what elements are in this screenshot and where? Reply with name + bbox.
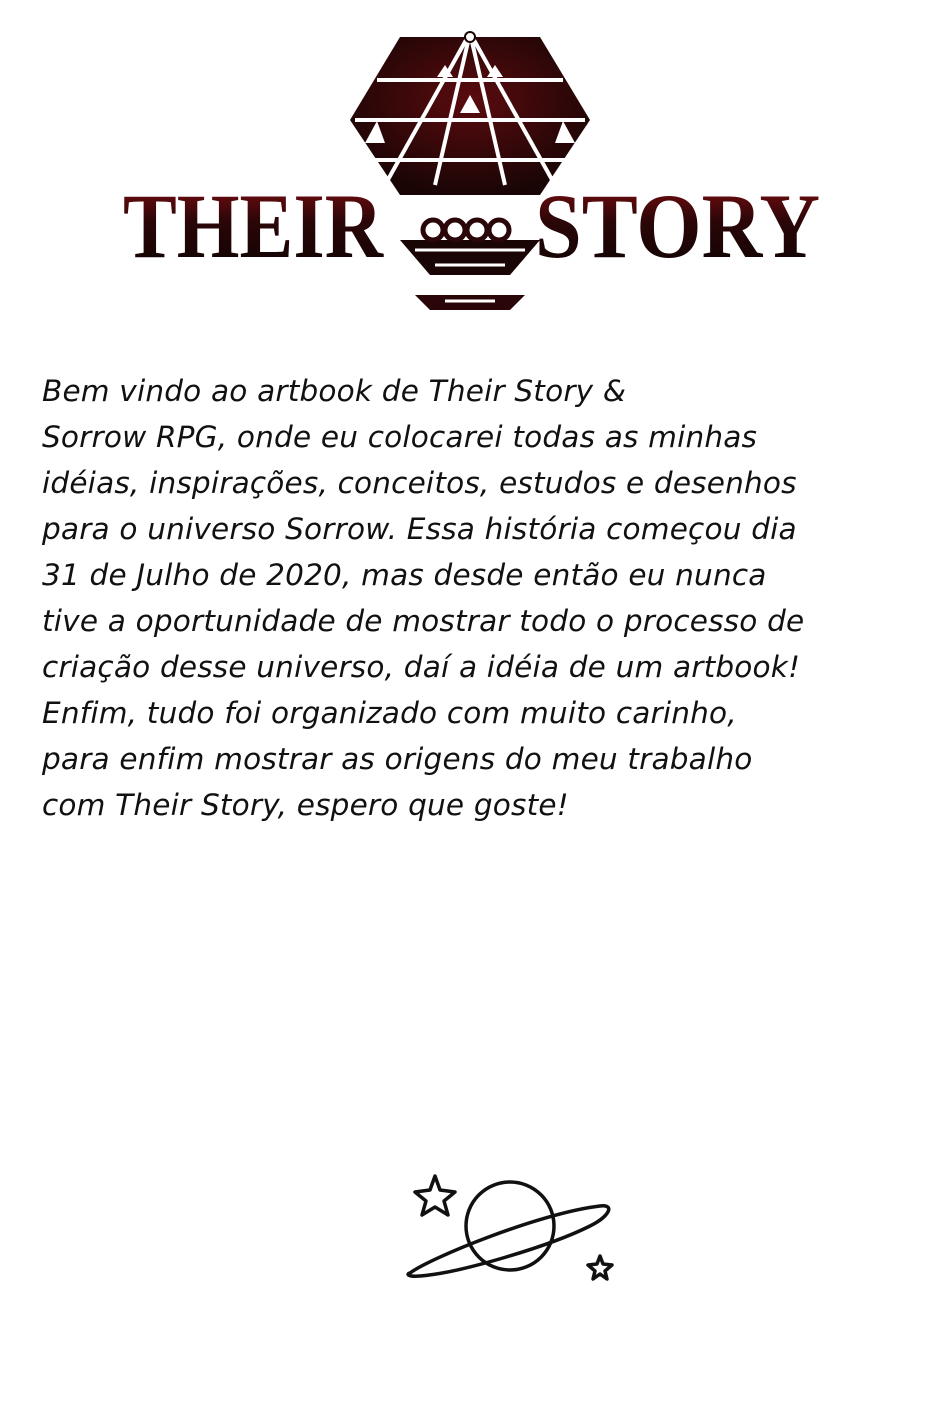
planet-with-stars-icon <box>400 1168 630 1288</box>
intro-line: tive a oportunidade de mostrar todo o processo de <box>42 604 805 638</box>
intro-line: com Their Story, espero que goste! <box>42 788 569 822</box>
intro-text <box>42 368 912 828</box>
intro-line: 31 de Julho de 2020, mas desde então eu nunca <box>42 558 767 592</box>
intro-line: para o universo Sorrow. Essa história começou dia <box>42 512 797 546</box>
geometric-diamond-emblem-icon <box>115 25 825 310</box>
intro-line: Enfim, tudo foi organizado com muito carinho, <box>42 696 737 730</box>
intro-line: para enfim mostrar as origens do meu trabalho <box>42 742 753 776</box>
their-story-logo <box>115 25 825 310</box>
intro-line: Bem vindo ao artbook de Their Story & <box>42 374 627 408</box>
intro-line: Sorrow RPG, onde eu colocarei todas as minhas <box>42 420 758 454</box>
logo-title-right: STORY <box>535 175 820 277</box>
planet-doodle <box>400 1168 630 1288</box>
intro-line: idéias, inspirações, conceitos, estudos e desenhos <box>42 466 797 500</box>
intro-line: criação desse universo, daí a idéia de um artbook! <box>42 650 801 684</box>
logo-title-left: THEIR <box>123 175 385 277</box>
